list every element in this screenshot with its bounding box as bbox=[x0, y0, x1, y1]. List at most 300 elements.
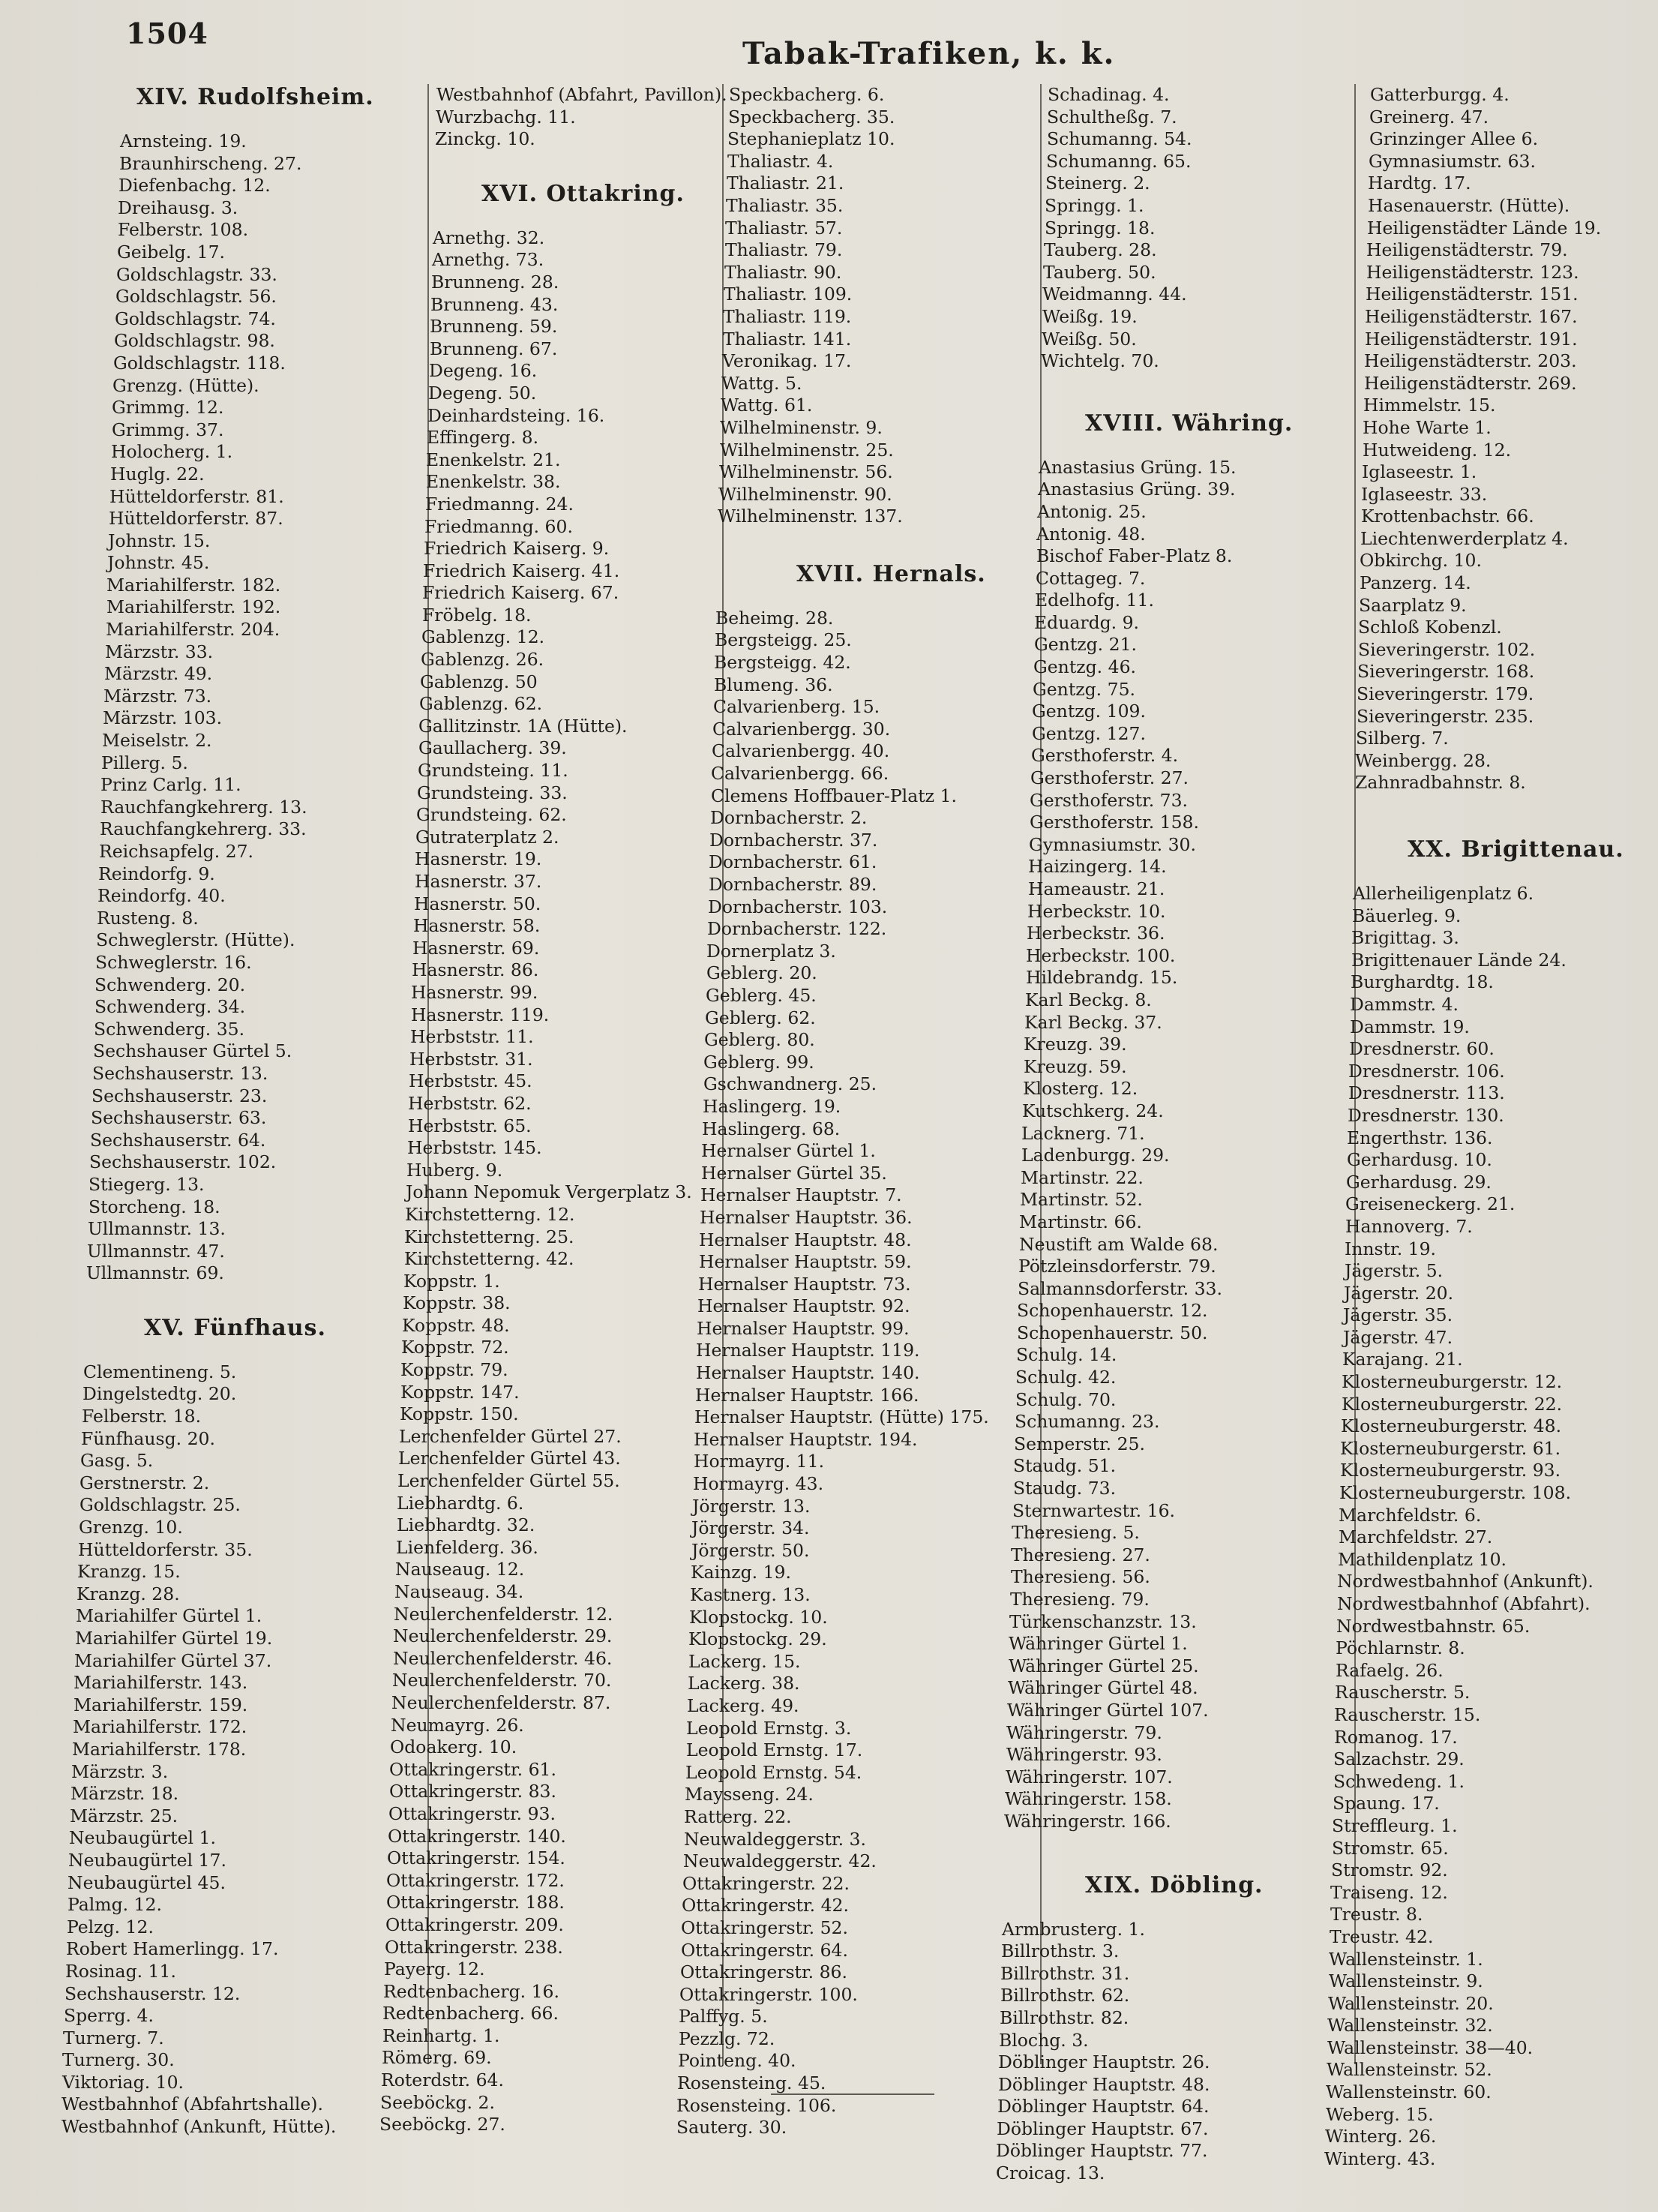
directory-entry: Grundsteing. 11. bbox=[418, 760, 568, 782]
directory-entry: Bergsteigg. 25. bbox=[715, 629, 852, 651]
directory-entry: Hernalser Hauptstr. 99. bbox=[697, 1317, 910, 1339]
directory-entry: Weinbergg. 28. bbox=[1355, 749, 1492, 771]
directory-entry: Theresieng. 27. bbox=[1011, 1544, 1150, 1565]
directory-entry: Friedrich Kaiserg. 41. bbox=[423, 560, 620, 581]
directory-entry: Meiselstr. 2. bbox=[102, 730, 212, 752]
directory-entry: Beheimg. 28. bbox=[715, 607, 834, 629]
directory-entry: Treustr. 42. bbox=[1330, 1925, 1434, 1947]
directory-entry: Karl Beckg. 8. bbox=[1025, 989, 1152, 1010]
directory-entry: Thaliastr. 21. bbox=[727, 173, 844, 194]
directory-entry: Schulg. 42. bbox=[1015, 1367, 1117, 1388]
section-gap bbox=[1310, 794, 1616, 836]
directory-entry: Wallensteinstr. 60. bbox=[1326, 2081, 1492, 2103]
directory-entry: Liebhardtg. 32. bbox=[397, 1514, 535, 1536]
directory-entry: Ottakringerstr. 93. bbox=[388, 1802, 556, 1824]
directory-entry: Neumayrg. 26. bbox=[391, 1714, 524, 1736]
district-heading: XV. Fünfhaus. bbox=[144, 1314, 326, 1341]
directory-entry: Theresieng. 56. bbox=[1011, 1566, 1150, 1588]
directory-entry: Palffyg. 5. bbox=[679, 2006, 768, 2027]
directory-entry: Deinhardsteing. 16. bbox=[427, 404, 605, 426]
directory-entry: Dornbacherstr. 122. bbox=[707, 918, 887, 940]
directory-entry: Liebhardtg. 6. bbox=[397, 1492, 524, 1514]
directory-entry: Gatterburgg. 4. bbox=[1370, 84, 1510, 105]
directory-entry: Nordwestbahnstr. 65. bbox=[1336, 1615, 1531, 1637]
bottom-rule bbox=[771, 2093, 934, 2095]
directory-entry: Stiegerg. 13. bbox=[88, 1173, 205, 1195]
directory-entry: Staudg. 73. bbox=[1013, 1478, 1117, 1499]
directory-entry: Kainzg. 19. bbox=[691, 1562, 791, 1583]
directory-entry: Ottakringerstr. 64. bbox=[681, 1939, 848, 1961]
directory-entry: Ottakringerstr. 154. bbox=[387, 1847, 565, 1869]
directory-entry: Liechtenwerderplatz 4. bbox=[1360, 527, 1569, 549]
directory-entry: Gymnasiumstr. 30. bbox=[1029, 833, 1196, 855]
directory-entry: Währingerstr. 166. bbox=[1004, 1810, 1171, 1832]
directory-entry: Neubaugürtel 1. bbox=[69, 1827, 216, 1849]
directory-entry: Goldschlagstr. 118. bbox=[113, 352, 286, 374]
directory-entry: Türkenschanzstr. 13. bbox=[1009, 1610, 1197, 1632]
directory-entry: Friedrich Kaiserg. 9. bbox=[424, 538, 610, 560]
directory-entry: Greinerg. 47. bbox=[1369, 106, 1489, 128]
directory-entry: Hasnerstr. 86. bbox=[412, 959, 539, 981]
directory-entry: Märzstr. 18. bbox=[70, 1783, 179, 1805]
directory-entry: Thaliastr. 119. bbox=[723, 305, 852, 327]
directory-entry: Schwenderg. 20. bbox=[94, 974, 246, 995]
directory-entry: Thaliastr. 4. bbox=[727, 150, 834, 172]
directory-entry: Staudg. 51. bbox=[1013, 1455, 1117, 1477]
directory-entry: Neulerchenfelderstr. 70. bbox=[392, 1670, 612, 1691]
directory-entry: Neulerchenfelderstr. 12. bbox=[394, 1603, 613, 1625]
directory-entry: Edelhofg. 11. bbox=[1035, 590, 1154, 611]
directory-entry: Hormayrg. 43. bbox=[693, 1473, 824, 1495]
directory-entry: Ottakringerstr. 100. bbox=[679, 1983, 858, 2005]
directory-entry: Innstr. 19. bbox=[1345, 1238, 1437, 1259]
directory-entry: Enenkelstr. 38. bbox=[426, 471, 561, 493]
directory-entry: Neustift am Walde 68. bbox=[1019, 1233, 1219, 1255]
district-heading: XVII. Hernals. bbox=[796, 560, 986, 587]
district-heading: XVIII. Währing. bbox=[1085, 410, 1294, 437]
directory-entry: Bäuerleg. 9. bbox=[1352, 905, 1462, 926]
directory-entry: Herbststr. 62. bbox=[408, 1092, 532, 1114]
directory-entry: Brunneng. 28. bbox=[431, 271, 559, 293]
directory-entry: Pillerg. 5. bbox=[101, 752, 188, 773]
directory-entry: Ottakringerstr. 209. bbox=[385, 1913, 564, 1935]
directory-entry: Billrothstr. 82. bbox=[1000, 2006, 1129, 2028]
directory-entry: Märzstr. 33. bbox=[105, 641, 214, 662]
directory-entry: Hernalser Gürtel 35. bbox=[701, 1162, 887, 1184]
column bbox=[1301, 84, 1624, 2169]
directory-entry: Hernalser Hauptstr. 194. bbox=[694, 1428, 918, 1450]
directory-entry: Gentzg. 109. bbox=[1032, 701, 1146, 722]
directory-entry: Schweglerstr. 16. bbox=[95, 951, 252, 973]
directory-entry: Seeböckg. 27. bbox=[379, 2114, 505, 2135]
directory-entry: Hasenauerstr. (Hütte). bbox=[1368, 194, 1570, 216]
directory-entry: Hernalser Hauptstr. 92. bbox=[697, 1295, 910, 1317]
directory-entry: Sperrg. 4. bbox=[64, 2005, 154, 2027]
directory-entry: Döblinger Hauptstr. 77. bbox=[996, 2140, 1208, 2162]
directory-entry: Mariahilferstr. 178. bbox=[72, 1738, 247, 1760]
directory-entry: Mariahilfer Gürtel 19. bbox=[75, 1628, 273, 1649]
directory-entry: Schumanng. 23. bbox=[1015, 1411, 1160, 1433]
directory-entry: Dingelstedtg. 20. bbox=[82, 1383, 237, 1405]
directory-entry: Ottakringerstr. 83. bbox=[389, 1781, 556, 1802]
directory-entry: Herbeckstr. 100. bbox=[1026, 944, 1176, 966]
directory-entry: Brigittenauer Lände 24. bbox=[1351, 949, 1567, 971]
directory-entry: Effingerg. 8. bbox=[427, 427, 539, 449]
directory-entry: Clementineng. 5. bbox=[83, 1361, 237, 1382]
directory-entry: Dornbacherstr. 89. bbox=[709, 874, 877, 895]
directory-entry: Wilhelminenstr. 90. bbox=[718, 483, 892, 505]
directory-entry: Lienfelderg. 36. bbox=[396, 1536, 538, 1558]
directory-entry: Turnerg. 30. bbox=[62, 2049, 175, 2071]
directory-entry: Gersthoferstr. 73. bbox=[1030, 789, 1189, 811]
directory-entry: Märzstr. 3. bbox=[71, 1760, 169, 1782]
district-heading: XVI. Ottakring. bbox=[481, 180, 685, 207]
directory-entry: Blochg. 3. bbox=[999, 2029, 1089, 2051]
directory-entry: Calvarienbergg. 40. bbox=[712, 740, 890, 762]
directory-entry: Koppstr. 48. bbox=[402, 1314, 510, 1336]
directory-entry: Huglg. 22. bbox=[110, 463, 205, 485]
directory-entry: Wattg. 5. bbox=[721, 372, 802, 394]
directory-entry: Lackerg. 15. bbox=[688, 1650, 801, 1672]
directory-entry: Ladenburgg. 29. bbox=[1021, 1145, 1170, 1166]
directory-entry: Springg. 1. bbox=[1045, 194, 1144, 216]
directory-entry: Rafaelg. 26. bbox=[1336, 1659, 1444, 1681]
directory-entry: Döblinger Hauptstr. 26. bbox=[998, 2051, 1210, 2073]
directory-entry: Grenzg. (Hütte). bbox=[112, 374, 259, 396]
directory-entry: Fröbelg. 18. bbox=[422, 604, 532, 626]
directory-entry: Gersthoferstr. 4. bbox=[1031, 745, 1179, 767]
directory-entry: Marchfeldstr. 6. bbox=[1339, 1504, 1482, 1526]
directory-entry: Fünfhausg. 20. bbox=[81, 1427, 215, 1449]
directory-entry: Billrothstr. 62. bbox=[1000, 1985, 1130, 2006]
district-heading: XIV. Rudolfsheim. bbox=[136, 84, 374, 110]
directory-entry: Cottageg. 7. bbox=[1036, 567, 1146, 589]
directory-entry: Lackerg. 38. bbox=[688, 1673, 800, 1694]
directory-entry: Holocherg. 1. bbox=[111, 441, 233, 463]
directory-entry: Thaliastr. 90. bbox=[724, 261, 842, 283]
directory-entry: Dammstr. 4. bbox=[1350, 993, 1459, 1015]
directory-entry: Hutweideng. 12. bbox=[1363, 439, 1512, 461]
directory-entry: Friedmanng. 24. bbox=[425, 493, 574, 515]
directory-entry: Hasnerstr. 37. bbox=[415, 871, 542, 892]
directory-entry: Zahnradbahnstr. 8. bbox=[1355, 772, 1526, 794]
directory-entry: Jörgerstr. 13. bbox=[692, 1495, 811, 1517]
directory-entry: Blumeng. 36. bbox=[714, 674, 833, 695]
directory-entry: Döblinger Hauptstr. 64. bbox=[997, 2096, 1210, 2117]
directory-entry: Burghardtg. 18. bbox=[1351, 971, 1494, 993]
directory-entry: Calvarienbergg. 66. bbox=[711, 763, 889, 785]
directory-entry: Anastasius Grüng. 15. bbox=[1039, 456, 1237, 478]
directory-entry: Mariahilferstr. 172. bbox=[73, 1716, 247, 1738]
directory-entry: Semperstr. 25. bbox=[1014, 1433, 1145, 1454]
directory-entry: Hernalser Hauptstr. 59. bbox=[699, 1251, 912, 1273]
directory-entry: Kreuzg. 59. bbox=[1024, 1055, 1127, 1077]
directory-entry: Hernalser Hauptstr. 73. bbox=[698, 1273, 911, 1295]
directory-entry: Anastasius Grüng. 39. bbox=[1038, 479, 1236, 500]
directory-entry: Pöchlarnstr. 8. bbox=[1336, 1637, 1465, 1659]
directory-entry: Arnethg. 73. bbox=[432, 249, 544, 271]
directory-entry: Mariahilfer Gürtel 37. bbox=[74, 1649, 272, 1671]
directory-entry: Thaliastr. 57. bbox=[725, 217, 843, 239]
directory-entry: Hasnerstr. 50. bbox=[414, 893, 541, 914]
directory-entry: Schloß Kobenzl. bbox=[1358, 617, 1502, 638]
directory-entry: Redtenbacherg. 16. bbox=[383, 1980, 559, 2002]
directory-entry: Hernalser Hauptstr. 48. bbox=[699, 1229, 912, 1250]
directory-entry: Gentzg. 46. bbox=[1033, 656, 1136, 678]
directory-entry: Herbststr. 31. bbox=[409, 1048, 533, 1070]
directory-entry: Herbststr. 65. bbox=[408, 1115, 532, 1136]
directory-entry: Palmg. 12. bbox=[67, 1894, 162, 1916]
directory-entry: Lerchenfelder Gürtel 43. bbox=[398, 1448, 621, 1469]
directory-entry: Gablenzg. 50 bbox=[420, 671, 538, 692]
directory-entry: Goldschlagstr. 74. bbox=[115, 308, 276, 329]
directory-entry: Schulg. 70. bbox=[1015, 1388, 1117, 1410]
directory-entry: Johann Nepomuk Vergerplatz 3. bbox=[406, 1181, 692, 1203]
directory-entry: Ullmannstr. 69. bbox=[86, 1262, 224, 1284]
directory-entry: Krottenbachstr. 66. bbox=[1361, 506, 1534, 527]
directory-entry: Jägerstr. 20. bbox=[1344, 1282, 1454, 1304]
directory-entry: Grundsteing. 62. bbox=[416, 804, 567, 826]
directory-entry: Roterdstr. 64. bbox=[381, 2069, 504, 2091]
directory-entry: Ottakringerstr. 42. bbox=[682, 1895, 849, 1916]
directory-entry: Wallensteinstr. 9. bbox=[1329, 1970, 1483, 1992]
directory-entry: Tauberg. 50. bbox=[1043, 261, 1156, 283]
directory-entry: Mariahilferstr. 192. bbox=[106, 596, 281, 618]
directory-entry: Eduardg. 9. bbox=[1034, 611, 1140, 633]
directory-entry: Klosterneuburgerstr. 108. bbox=[1339, 1482, 1572, 1504]
district-section bbox=[1310, 794, 1624, 2170]
directory-entry: Heiligenstädterstr. 167. bbox=[1365, 305, 1578, 327]
directory-entry: Schwenderg. 35. bbox=[94, 1018, 245, 1040]
directory-entry: Ottakringerstr. 52. bbox=[681, 1916, 848, 1938]
directory-entry: Saarplatz 9. bbox=[1359, 594, 1467, 616]
directory-entry: Reindorfg. 40. bbox=[97, 885, 226, 907]
directory-entry: Calvarienberg. 15. bbox=[713, 696, 880, 718]
directory-entry: Brunneng. 43. bbox=[430, 293, 559, 315]
directory-entry: Wallensteinstr. 38—40. bbox=[1327, 2036, 1534, 2058]
directory-entry: Ratterg. 22. bbox=[684, 1805, 792, 1827]
directory-entry: Hohe Warte 1. bbox=[1363, 416, 1492, 438]
heading-gap bbox=[1310, 863, 1616, 883]
directory-entry: Antonig. 48. bbox=[1036, 523, 1146, 545]
directory-entry: Ottakringerstr. 140. bbox=[388, 1825, 566, 1847]
directory-entry: Robert Hamerlingg. 17. bbox=[66, 1938, 279, 1960]
directory-entry: Brigittag. 3. bbox=[1351, 927, 1459, 949]
directory-entry: Klopstockg. 10. bbox=[689, 1606, 828, 1628]
directory-entry: Marchfeldstr. 27. bbox=[1339, 1526, 1493, 1548]
running-head: Tabak-Trafiken, k. k. bbox=[742, 36, 1116, 71]
directory-entry: Stromstr. 65. bbox=[1332, 1837, 1449, 1859]
directory-entry: Rauscherstr. 15. bbox=[1334, 1703, 1481, 1725]
directory-entry: Schadinag. 4. bbox=[1048, 84, 1170, 105]
directory-entry: Hameaustr. 21. bbox=[1028, 878, 1165, 899]
directory-entry: Stephanieplatz 10. bbox=[727, 128, 895, 150]
directory-entry: Gentzg. 21. bbox=[1034, 634, 1137, 656]
directory-entry: Rauchfangkehrerg. 33. bbox=[100, 818, 307, 840]
directory-entry: Koppstr. 79. bbox=[400, 1359, 508, 1381]
directory-entry: Sechshauserstr. 102. bbox=[89, 1151, 277, 1173]
directory-entry: Greiseneckerg. 21. bbox=[1345, 1193, 1516, 1215]
directory-entry: Billrothstr. 3. bbox=[1001, 1940, 1120, 1962]
directory-entry: Kutschkerg. 24. bbox=[1022, 1100, 1164, 1121]
directory-entry: Wallensteinstr. 32. bbox=[1327, 2015, 1493, 2036]
directory-entry: Rauscherstr. 5. bbox=[1335, 1682, 1471, 1703]
directory-entry: Arnethg. 32. bbox=[433, 227, 545, 248]
directory-entry: Herbststr. 145. bbox=[407, 1137, 542, 1159]
directory-entry: Haslingerg. 19. bbox=[703, 1095, 841, 1117]
directory-entry: Springg. 18. bbox=[1045, 217, 1156, 239]
directory-entry: Thaliastr. 141. bbox=[723, 328, 852, 350]
directory-entry: Geblerg. 80. bbox=[704, 1029, 815, 1051]
directory-entry: Wallensteinstr. 1. bbox=[1329, 1948, 1483, 1970]
directory-entry: Ottakringerstr. 188. bbox=[386, 1892, 565, 1913]
directory-entry: Spaung. 17. bbox=[1333, 1793, 1440, 1814]
directory-entry: Felberstr. 108. bbox=[118, 219, 249, 241]
directory-entry: Winterg. 43. bbox=[1324, 2147, 1436, 2169]
district-section bbox=[1310, 84, 1616, 794]
directory-entry: Grinzinger Allee 6. bbox=[1369, 128, 1539, 150]
directory-entry: Dammstr. 19. bbox=[1350, 1016, 1470, 1037]
directory-entry: Weberg. 15. bbox=[1326, 2103, 1434, 2125]
directory-entry: Haizingerg. 14. bbox=[1028, 856, 1167, 878]
directory-entry: Währinger Gürtel 48. bbox=[1008, 1677, 1198, 1699]
directory-entry: Pezzlg. 72. bbox=[679, 2027, 775, 2049]
directory-entry: Martinstr. 52. bbox=[1020, 1189, 1143, 1211]
directory-entry: Ottakringerstr. 86. bbox=[680, 1961, 847, 1983]
directory-entry: Hernalser Hauptstr. 119. bbox=[696, 1340, 920, 1361]
directory-entry: Weidmanng. 44. bbox=[1042, 284, 1187, 305]
directory-entry: Gentzg. 75. bbox=[1033, 678, 1135, 700]
directory-entry: Thaliastr. 109. bbox=[724, 284, 853, 305]
directory-entry: Pelzg. 12. bbox=[67, 1916, 154, 1937]
directory-entry: Schumanng. 54. bbox=[1047, 128, 1192, 150]
directory-entry: Gerstnerstr. 2. bbox=[79, 1472, 210, 1493]
directory-entry: Jörgerstr. 34. bbox=[691, 1517, 810, 1539]
directory-entry: Rosensteing. 106. bbox=[676, 2094, 837, 2116]
directory-entry: Theresieng. 79. bbox=[1010, 1589, 1150, 1610]
directory-entry: Schweglerstr. (Hütte). bbox=[96, 929, 295, 951]
directory-entry: Ottakringerstr. 22. bbox=[682, 1872, 850, 1894]
directory-entry: Währingerstr. 79. bbox=[1006, 1721, 1162, 1743]
directory-entry: Mariahilferstr. 159. bbox=[73, 1694, 248, 1715]
directory-entry: Jägerstr. 5. bbox=[1345, 1260, 1444, 1282]
directory-entry: Kastnerg. 13. bbox=[690, 1584, 811, 1605]
directory-entry: Goldschlagstr. 56. bbox=[115, 286, 277, 308]
directory-entry: Sechshauser Gürtel 5. bbox=[93, 1040, 292, 1062]
directory-entry: Wilhelminenstr. 9. bbox=[720, 416, 883, 438]
directory-entry: Rusteng. 8. bbox=[97, 907, 199, 929]
directory-entry: Mariahilferstr. 204. bbox=[106, 619, 280, 641]
directory-entry: Schumanng. 65. bbox=[1046, 150, 1192, 172]
directory-entry: Römerg. 69. bbox=[382, 2047, 492, 2069]
directory-entry: Dresdnerstr. 130. bbox=[1348, 1104, 1504, 1126]
directory-entry: Währinger Gürtel 107. bbox=[1007, 1699, 1209, 1721]
directory-entry: Salzachstr. 29. bbox=[1333, 1748, 1465, 1770]
directory-entry: Traiseng. 12. bbox=[1330, 1881, 1448, 1903]
directory-entry: Geblerg. 99. bbox=[703, 1051, 814, 1073]
directory-entry: Bischof Faber-Platz 8. bbox=[1036, 545, 1233, 567]
directory-entry: Hasnerstr. 99. bbox=[411, 981, 538, 1003]
directory-entry: Ullmannstr. 47. bbox=[87, 1240, 225, 1262]
directory-entry: Hernalser Hauptstr. 36. bbox=[700, 1206, 913, 1228]
directory-entry: Sternwartestr. 16. bbox=[1012, 1499, 1175, 1521]
directory-entry: Haslingerg. 68. bbox=[702, 1118, 841, 1139]
directory-entry: Schopenhauerstr. 12. bbox=[1017, 1300, 1208, 1322]
directory-entry: Sechshauserstr. 13. bbox=[92, 1062, 268, 1084]
directory-entry: Brunneng. 59. bbox=[430, 316, 558, 338]
directory-entry: Dornbacherstr. 2. bbox=[710, 807, 868, 829]
directory-entry: Koppstr. 147. bbox=[400, 1381, 520, 1403]
directory-entry: Klosterneuburgerstr. 93. bbox=[1340, 1460, 1561, 1481]
directory-entry: Huberg. 9. bbox=[406, 1159, 503, 1181]
directory-entry: Thaliastr. 35. bbox=[726, 194, 844, 216]
directory-entry: Croicag. 13. bbox=[996, 2162, 1105, 2184]
directory-entry: Neulerchenfelderstr. 46. bbox=[393, 1647, 613, 1669]
directory-entry: Rauchfangkehrerg. 13. bbox=[100, 796, 307, 818]
directory-entry: Redtenbacherg. 66. bbox=[382, 2003, 559, 2024]
directory-entry: Payerg. 12. bbox=[384, 1958, 485, 1980]
directory-entry: Gerhardusg. 10. bbox=[1347, 1149, 1492, 1171]
directory-entry: Rosensteing. 45. bbox=[677, 2072, 826, 2094]
directory-entry: Kirchstetterng. 25. bbox=[404, 1226, 574, 1247]
directory-entry: Veronikag. 17. bbox=[722, 350, 852, 372]
directory-entry: Neubaugürtel 45. bbox=[67, 1871, 226, 1893]
directory-entry: Salmannsdorferstr. 33. bbox=[1018, 1277, 1222, 1299]
directory-entry: Schopenhauerstr. 50. bbox=[1017, 1322, 1208, 1343]
directory-entry: Winterg. 26. bbox=[1325, 2126, 1437, 2147]
directory-entry: Märzstr. 49. bbox=[104, 663, 213, 685]
directory-entry: Sauterg. 30. bbox=[676, 2117, 787, 2138]
directory-entry: Hernalser Hauptstr. 7. bbox=[700, 1184, 902, 1206]
district-heading: XIX. Döbling. bbox=[1085, 1871, 1264, 1898]
directory-entry: Gutraterplatz 2. bbox=[415, 826, 559, 848]
directory-entry: Jägerstr. 47. bbox=[1343, 1326, 1453, 1348]
directory-entry: Döblinger Hauptstr. 48. bbox=[998, 2073, 1210, 2095]
directory-entry: Sieveringerstr. 168. bbox=[1357, 661, 1535, 683]
directory-entry: Koppstr. 150. bbox=[400, 1403, 519, 1425]
directory-entry: Gaullacherg. 39. bbox=[418, 737, 567, 759]
directory-entry: Schultheßg. 7. bbox=[1047, 106, 1177, 128]
directory-entry: Schwedeng. 1. bbox=[1333, 1770, 1465, 1792]
directory-entry: Odoakerg. 10. bbox=[390, 1736, 517, 1758]
directory-entry: Geblerg. 62. bbox=[705, 1007, 816, 1028]
directory-entry: Klosterneuburgerstr. 22. bbox=[1342, 1393, 1563, 1415]
directory-entry: Sechshauserstr. 64. bbox=[90, 1129, 266, 1151]
directory-entry: Mariahilfer Gürtel 1. bbox=[76, 1605, 262, 1627]
directory-entry: Klosterneuburgerstr. 12. bbox=[1342, 1371, 1563, 1393]
directory-entry: Klosterneuburgerstr. 61. bbox=[1340, 1437, 1561, 1459]
directory-entry: Hernalser Hauptstr. 166. bbox=[695, 1384, 919, 1406]
directory-entry: Allerheiligenplatz 6. bbox=[1353, 883, 1534, 904]
directory-entry: Nauseaug. 34. bbox=[394, 1581, 524, 1602]
directory-entry: Martinstr. 66. bbox=[1019, 1211, 1142, 1232]
directory-entry: Heiligenstädterstr. 79. bbox=[1366, 239, 1568, 261]
directory-entry: Lacknerg. 71. bbox=[1021, 1122, 1145, 1144]
directory-entry: Sechshauserstr. 23. bbox=[91, 1085, 268, 1106]
directory-entry: Karajang. 21. bbox=[1342, 1349, 1463, 1370]
directory-entry: Gasg. 5. bbox=[80, 1450, 154, 1472]
directory-entry: Dornbacherstr. 103. bbox=[708, 896, 888, 917]
page-number: 1504 bbox=[126, 17, 208, 50]
directory-entry: Neubaugürtel 17. bbox=[68, 1849, 226, 1871]
directory-entry: Nordwestbahnhof (Abfahrt). bbox=[1337, 1593, 1591, 1614]
directory-entry: Heiligenstädterstr. 123. bbox=[1366, 261, 1579, 283]
directory-entry: Kranzg. 28. bbox=[76, 1583, 180, 1604]
directory-entry: Hütteldorferstr. 35. bbox=[78, 1538, 253, 1560]
directory-entry: Wallensteinstr. 52. bbox=[1327, 2059, 1492, 2081]
directory-entry: Hasnerstr. 58. bbox=[413, 915, 541, 937]
directory-entry: Währingerstr. 93. bbox=[1006, 1744, 1162, 1766]
